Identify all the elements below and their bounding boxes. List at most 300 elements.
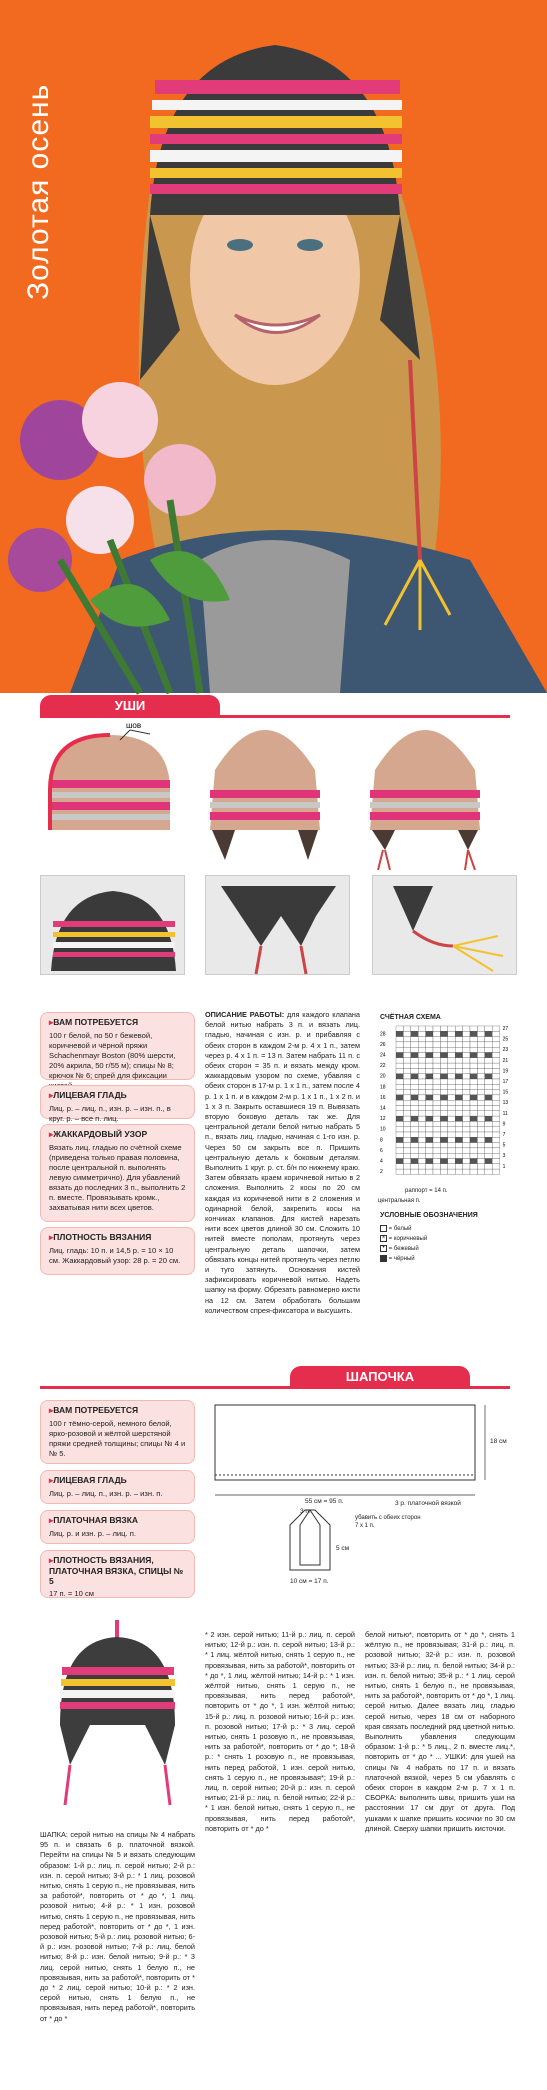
chart-cell	[418, 1143, 425, 1148]
chart-cell	[433, 1106, 440, 1111]
chart-cell	[403, 1026, 410, 1031]
chart-cell	[396, 1137, 403, 1142]
chart-cell	[455, 1153, 462, 1158]
chart-cell	[396, 1042, 403, 1047]
chart-cell	[403, 1132, 410, 1137]
chart-cell	[396, 1148, 403, 1153]
chart-row-label: 24	[380, 1052, 386, 1059]
density-box-1	[40, 1227, 195, 1275]
chart-row-label: 28	[380, 1031, 386, 1038]
chart-cell	[411, 1063, 418, 1068]
chart-cell	[411, 1037, 418, 1042]
chart-cell	[440, 1063, 447, 1068]
chart-cell	[448, 1100, 455, 1105]
flap-dec-label: убавить с обеих сторон 7 х 1 п.	[355, 1515, 421, 1529]
chart-cell	[470, 1063, 477, 1068]
chart-cell	[492, 1074, 499, 1079]
chart-cell	[455, 1137, 462, 1142]
chart-cell	[440, 1159, 447, 1164]
chart-cell	[411, 1111, 418, 1116]
chart-cell	[470, 1111, 477, 1116]
chart-cell	[455, 1148, 462, 1153]
chart-cell	[440, 1031, 447, 1036]
chart-cell	[485, 1084, 492, 1089]
chart-cell	[470, 1053, 477, 1058]
chart-cell	[463, 1164, 470, 1169]
chart-cell	[470, 1137, 477, 1142]
chart-cell	[463, 1121, 470, 1126]
chart-cell	[485, 1106, 492, 1111]
chart-cell	[440, 1121, 447, 1126]
chart-cell	[448, 1068, 455, 1073]
legend-brown: × = коричневый	[381, 1234, 428, 1242]
chart-cell	[470, 1164, 477, 1169]
chart-cell	[396, 1090, 403, 1095]
chart-row-label: 17	[502, 1079, 509, 1085]
density-box-2	[40, 1550, 195, 1598]
chart-cell	[477, 1031, 484, 1036]
materials-box-1	[40, 1012, 195, 1080]
chart-cell	[485, 1031, 492, 1036]
chart-cell	[418, 1079, 425, 1084]
materials-title-2: ▸ ВАМ ПОТРЕБУЕТСЯ	[49, 1405, 186, 1416]
chart-cell	[485, 1074, 492, 1079]
chart-cell	[426, 1111, 433, 1116]
chart-cell	[463, 1026, 470, 1031]
chart-cell	[492, 1063, 499, 1068]
chart-cell	[440, 1137, 447, 1142]
chart-cell	[470, 1042, 477, 1047]
garter-box	[40, 1510, 195, 1544]
chart-row-label: 16	[380, 1094, 386, 1101]
chart-cell	[448, 1079, 455, 1084]
chart-cell	[485, 1137, 492, 1142]
stockinette-title-1: ▸ ЛИЦЕВАЯ ГЛАДЬ	[49, 1090, 186, 1101]
chart-cell	[433, 1063, 440, 1068]
photo-grey-hat	[40, 1605, 195, 1820]
chart-cell	[396, 1068, 403, 1073]
chart-row-label: 19	[502, 1068, 509, 1075]
chart-cell	[411, 1153, 418, 1158]
chart-cell	[477, 1079, 484, 1084]
chart-cell	[440, 1132, 447, 1137]
hat-width-dim: 55 см = 95 п.	[305, 1498, 344, 1505]
chart-cell	[448, 1084, 455, 1089]
chart-cell	[426, 1068, 433, 1073]
chart-cell	[403, 1164, 410, 1169]
counted-chart	[378, 1024, 523, 1184]
chart-cell	[477, 1111, 484, 1116]
hero-title: Золотая осень	[22, 83, 55, 300]
materials-text-1: 100 г белой, по 50 г бежевой, коричневой и чёрной пряжи Schachenmayr Boston (80% шерсти, 20% акрила, 50 г/55 м); спицы № 8; крючок № 6; спрей для фиксации	[49, 1031, 176, 1080]
chart-cell	[463, 1058, 470, 1063]
chart-cell	[477, 1100, 484, 1105]
chart-cell	[403, 1106, 410, 1111]
chart-cell	[455, 1169, 462, 1174]
chart-cell	[426, 1079, 433, 1084]
chart-cell	[485, 1116, 492, 1121]
chart-cell	[463, 1100, 470, 1105]
chart-cell	[396, 1074, 403, 1079]
chart-cell	[463, 1031, 470, 1036]
chart-cell	[470, 1079, 477, 1084]
chart-cell	[455, 1132, 462, 1137]
hat-banner-label: ШАПОЧКА	[345, 1369, 415, 1384]
density-text-1: Лиц. гладь: 10 п. и 14,5 р. = 10 × 10 см. Жаккардовый узор: 28 р. = 20 см.	[49, 1246, 181, 1265]
chart-cell	[433, 1074, 440, 1079]
chart-cell	[477, 1053, 484, 1058]
chart-cell	[477, 1047, 484, 1052]
chart-cell	[463, 1137, 470, 1142]
chart-cell	[433, 1153, 440, 1158]
hat-height-dim: 18 см	[490, 1438, 507, 1445]
chart-cell	[440, 1100, 447, 1105]
chart-cell	[418, 1121, 425, 1126]
chart-cell	[411, 1121, 418, 1126]
chart-cell	[448, 1164, 455, 1169]
chart-cell	[455, 1037, 462, 1042]
chart-cell	[433, 1084, 440, 1089]
chart-cell	[485, 1153, 492, 1158]
chart-cell	[433, 1079, 440, 1084]
stockinette-text-2: Лиц. р. – лиц. п., изн. р. – изн. п.	[49, 1489, 163, 1498]
chart-cell	[492, 1042, 499, 1047]
chart-cell	[485, 1058, 492, 1063]
chart-row-label: 20	[380, 1073, 386, 1080]
chart-cell	[403, 1121, 410, 1126]
chart-cell	[477, 1148, 484, 1153]
photo-hat-tassel	[372, 875, 517, 975]
chart-cell	[455, 1026, 462, 1031]
work-description-text: для каждого клапана белой нитью набрать 3 п. и вязать лиц. гладью, начиная с изн. р. и прибавляя с обеих сторон в каждом 2-м р. 4 х 1 п., затем через р. 4 х 1 п. = 13 п. Затем набрать 11 п. с обеих сторон = 35 п. и вязать между кром. жаккардовым узором по схеме, убавляя с обеих сторон в 17-м р. 1 х 1 п., затем после 4 р. 1 х 1 п. и в каждом 2-м р. 1 х 1 п., 1 х 2 п. и 1 х 3 п. Закрыть оставшиеся 19 п. Вывязать вторую боковую деталь так же. Для центральной детали белой нитью набрать 5 п., вязать лиц. гладью, начиная с 1-го изн. р. Через 50 см закрыть все п. Пришить центральную деталь к боковым деталям. Выполнить 1 круг. р. ст. б/н по нижнему краю. Затем обвязать краем коричневой нитью в 2 сложения. Выполнить 2 косы по 20 см каждая из коричневой нити в 2 сложения и одинарной белой, закрепить косы на кончиках клапанов. Для кистей нарезать нити всех цветов длиной 30 см. Сложить 10 нитей вместе пополам, протянуть через центральную деталь шапочки, затем обвязать концы нитей протянуть через петлю и туго затянуть. Основания кистей зафиксировать коричневой нитью. Надеть шапку на форму. Обрезать равномерно кисти на 12 см. Затем обработать большим количеством спрея-фиксатора и высушить.	[205, 1010, 361, 1315]
chart-row-label: 12	[380, 1116, 386, 1123]
chart-cell	[440, 1095, 447, 1100]
chart-cell	[396, 1143, 403, 1148]
chart-cell	[477, 1106, 484, 1111]
chart-cell	[433, 1143, 440, 1148]
chart-cell	[433, 1047, 440, 1052]
chart-cell	[477, 1084, 484, 1089]
density-title-1: ▸ ПЛОТНОСТЬ ВЯЗАНИЯ	[49, 1232, 186, 1243]
hat-schematic	[210, 1395, 510, 1595]
chart-cell	[411, 1068, 418, 1073]
chart-cell	[433, 1164, 440, 1169]
chart-cell	[455, 1143, 462, 1148]
chart-cell	[448, 1137, 455, 1142]
chart-cell	[418, 1132, 425, 1137]
chart-cell	[455, 1159, 462, 1164]
chart-cell	[396, 1063, 403, 1068]
chart-cell	[411, 1074, 418, 1079]
chart-cell	[448, 1058, 455, 1063]
chart-cell	[440, 1074, 447, 1079]
chart-cell	[485, 1095, 492, 1100]
chart-cell	[455, 1042, 462, 1047]
density-text-2: 17 п. = 10 см	[49, 1589, 95, 1598]
chart-cell	[485, 1169, 492, 1174]
flap-base-dim: 10 см = 17 п.	[290, 1578, 329, 1585]
chart-cell	[477, 1153, 484, 1158]
chart-cell	[477, 1042, 484, 1047]
chart-cell	[492, 1031, 499, 1036]
chart-row-label: 3	[502, 1153, 506, 1160]
chart-cell	[403, 1090, 410, 1095]
chart-cell	[426, 1143, 433, 1148]
chart-cell	[396, 1153, 403, 1158]
garter-title: ▸ ПЛАТОЧНАЯ ВЯЗКА	[49, 1515, 186, 1526]
chart-cell	[433, 1111, 440, 1116]
chart-cell	[448, 1148, 455, 1153]
chart-cell	[470, 1100, 477, 1105]
chart-cell	[463, 1169, 470, 1174]
chart-cell	[492, 1132, 499, 1137]
chart-cell	[418, 1159, 425, 1164]
chart-cell	[403, 1116, 410, 1121]
chart-cell	[418, 1111, 425, 1116]
chart-cell	[448, 1169, 455, 1174]
chart-cell	[492, 1143, 499, 1148]
chart-cell	[411, 1137, 418, 1142]
chart-cell	[477, 1132, 484, 1137]
chart-cell	[448, 1111, 455, 1116]
chart-cell	[492, 1053, 499, 1058]
chart-cell	[433, 1090, 440, 1095]
materials-box-2	[40, 1400, 195, 1464]
chart-cell	[455, 1058, 462, 1063]
chart-cell	[418, 1164, 425, 1169]
diagram-hat-2	[210, 730, 320, 860]
chart-cell	[396, 1100, 403, 1105]
chart-cell	[455, 1111, 462, 1116]
chart-cell	[433, 1068, 440, 1073]
chart-cell	[477, 1058, 484, 1063]
chart-cell	[403, 1068, 410, 1073]
chart-cell	[485, 1037, 492, 1042]
legend-black: = чёрный	[380, 1254, 427, 1264]
chart-cell	[418, 1153, 425, 1158]
photo-hat-front	[40, 875, 185, 975]
chart-cell	[470, 1121, 477, 1126]
chart-cell	[403, 1058, 410, 1063]
chart-cell	[455, 1164, 462, 1169]
chart-row-label: 13	[502, 1100, 509, 1107]
chart-cell	[448, 1047, 455, 1052]
chart-cell	[492, 1095, 499, 1100]
chart-cell	[463, 1143, 470, 1148]
chart-cell	[448, 1090, 455, 1095]
chart-cell	[477, 1164, 484, 1169]
chart-cell	[440, 1068, 447, 1073]
chart-cell	[411, 1106, 418, 1111]
chart-row-label: 10	[380, 1126, 386, 1133]
chart-cell	[411, 1164, 418, 1169]
chart-cell	[463, 1063, 470, 1068]
chart-cell	[418, 1169, 425, 1174]
chart-cell	[477, 1026, 484, 1031]
chart-cell	[396, 1132, 403, 1137]
chart-cell	[470, 1148, 477, 1153]
chart-cell	[418, 1100, 425, 1105]
chart-cell	[426, 1137, 433, 1142]
chart-cell	[448, 1121, 455, 1126]
chart-cell	[433, 1100, 440, 1105]
flap-side-dim: 5 см	[336, 1545, 350, 1552]
seam-label: шов	[126, 721, 142, 730]
chart-cell	[411, 1116, 418, 1121]
chart-cell	[396, 1095, 403, 1100]
chart-cell	[426, 1037, 433, 1042]
chart-cell	[455, 1031, 462, 1036]
chart-cell	[455, 1079, 462, 1084]
chart-cell	[426, 1090, 433, 1095]
chart-cell	[433, 1137, 440, 1142]
chart-cell	[463, 1153, 470, 1158]
flap-top-dim: 3 п.	[300, 1508, 311, 1515]
chart-cell	[448, 1037, 455, 1042]
chart-cell	[477, 1159, 484, 1164]
chart-cell	[485, 1159, 492, 1164]
chart-cell	[463, 1068, 470, 1073]
chart-cell	[492, 1159, 499, 1164]
chart-cell	[470, 1074, 477, 1079]
chart-cell	[426, 1084, 433, 1089]
chart-cell	[396, 1121, 403, 1126]
chart-cell	[396, 1116, 403, 1121]
chart-cell	[396, 1164, 403, 1169]
chart-cell	[426, 1053, 433, 1058]
chart-cell	[470, 1095, 477, 1100]
hat-rule	[40, 1386, 510, 1389]
chart-cell	[448, 1143, 455, 1148]
chart-cell	[433, 1026, 440, 1031]
chart-cell	[396, 1111, 403, 1116]
chart-cell	[433, 1127, 440, 1132]
chart-cell	[403, 1053, 410, 1058]
work-description	[205, 1010, 361, 1315]
chart-cell	[463, 1127, 470, 1132]
chart-cell	[455, 1116, 462, 1121]
chart-cell	[418, 1037, 425, 1042]
chart-cell	[418, 1137, 425, 1142]
chart-cell	[470, 1116, 477, 1121]
chart-cell	[411, 1058, 418, 1063]
chart-cell	[433, 1159, 440, 1164]
legend-beige: • = бежевый	[380, 1244, 427, 1254]
chart-cell	[418, 1053, 425, 1058]
chart-cell	[463, 1042, 470, 1047]
chart-cell	[470, 1153, 477, 1158]
chart-cell	[403, 1095, 410, 1100]
chart-cell	[485, 1148, 492, 1153]
chart-cell	[426, 1148, 433, 1153]
chart-cell	[396, 1106, 403, 1111]
chart-cell	[403, 1127, 410, 1132]
chart-cell	[418, 1148, 425, 1153]
work-description-heading: ОПИСАНИЕ РАБОТЫ:	[205, 1010, 285, 1019]
chart-row-label: 7	[502, 1132, 506, 1138]
chart-cell	[440, 1053, 447, 1058]
chart-cell	[448, 1042, 455, 1047]
chart-cell	[418, 1063, 425, 1068]
chart-cell	[492, 1106, 499, 1111]
chart-cell	[470, 1047, 477, 1052]
chart-cell	[485, 1100, 492, 1105]
chart-cell	[403, 1137, 410, 1142]
chart-cell	[485, 1132, 492, 1137]
chart-cell	[485, 1090, 492, 1095]
chart-cell	[403, 1042, 410, 1047]
chart-cell	[448, 1095, 455, 1100]
chart-cell	[492, 1084, 499, 1089]
chart-row-label: 22	[380, 1063, 386, 1070]
chart-cell	[492, 1127, 499, 1132]
chart-cell	[463, 1095, 470, 1100]
chart-cell	[418, 1026, 425, 1031]
chart-row-label: 25	[502, 1036, 509, 1043]
chart-cell	[418, 1047, 425, 1052]
chart-cell	[418, 1074, 425, 1079]
chart-cell	[411, 1090, 418, 1095]
chart-cell	[455, 1063, 462, 1068]
chart-cell	[396, 1127, 403, 1132]
chart-cell	[485, 1042, 492, 1047]
chart-cell	[492, 1137, 499, 1142]
chart-cell	[403, 1079, 410, 1084]
diagram-hat-1	[50, 730, 170, 830]
chart-cell	[426, 1074, 433, 1079]
garter-text: Лиц. р. и изн. р. – лиц. п.	[49, 1529, 136, 1538]
chart-cell	[463, 1148, 470, 1153]
chart-grid	[378, 1024, 523, 1184]
chart-cell	[492, 1111, 499, 1116]
chart-cell	[411, 1084, 418, 1089]
chart-cell	[485, 1079, 492, 1084]
chart-cell	[448, 1026, 455, 1031]
chart-cell	[448, 1159, 455, 1164]
instructions-col-b: * 2 изн. серой нитью; 11-й р.: лиц. п. серой нитью; 12-й р.: изн. п. серой нитью; 13-й р.: * 1 лиц. жёлтой нитью, снять 1 серую п., не провязывая, нить за работой*, повторить от * до *, 1 лиц. жёлтой нитью; 14-й р.: * 1 изн. жёлтой нитью, снять 1 серую п., не провязывая, нить перед работой*, повторить от * до *, 1 изн. жёлтой нитью; 15-й р.: лиц. п. розовой нитью; 16-й р.: изн. п. розовой нитью; 17-й р.: * 3 лиц. серой нитью, снять 1 розовую п., не провязывая, нить за работой*, повторить от * до *; 18-й р.: * снять 1 розовую п., не провязывая, нить перед работой, 1 изн. серой нитью, снять 1 серую п., не провязывая*; 19-й р.: лиц. п. серой нитью; 20-й р.: изн. п. серой нитью; 21-й р.: лиц. п. белой нитью; 22-й р.: * 1 изн. белой нитью, снять 1 серую п., не провязывая, нить перед работой*, повторить от * до *	[205, 1630, 355, 1833]
chart-cell	[418, 1127, 425, 1132]
chart-cell	[403, 1153, 410, 1158]
chart-cell	[426, 1058, 433, 1063]
chart-cell	[426, 1159, 433, 1164]
chart-cell	[411, 1042, 418, 1047]
chart-cell	[411, 1047, 418, 1052]
chart-cell	[426, 1026, 433, 1031]
chart-cell	[433, 1095, 440, 1100]
chart-cell	[463, 1037, 470, 1042]
chart-cell	[448, 1031, 455, 1036]
chart-cell	[455, 1068, 462, 1073]
chart-cell	[411, 1026, 418, 1031]
chart-cell	[418, 1031, 425, 1036]
chart-cell	[440, 1047, 447, 1052]
chart-cell	[485, 1053, 492, 1058]
chart-cell	[396, 1026, 403, 1031]
chart-cell	[485, 1047, 492, 1052]
chart-cell	[403, 1111, 410, 1116]
chart-cell	[470, 1037, 477, 1042]
chart-cell	[411, 1100, 418, 1105]
chart-cell	[492, 1121, 499, 1126]
chart-cell	[470, 1084, 477, 1089]
chart-cell	[396, 1053, 403, 1058]
chart-cell	[463, 1090, 470, 1095]
chart-cell	[411, 1148, 418, 1153]
chart-cell	[492, 1058, 499, 1063]
chart-cell	[433, 1042, 440, 1047]
chart-cell	[463, 1159, 470, 1164]
legend-white: = белый	[380, 1224, 427, 1234]
